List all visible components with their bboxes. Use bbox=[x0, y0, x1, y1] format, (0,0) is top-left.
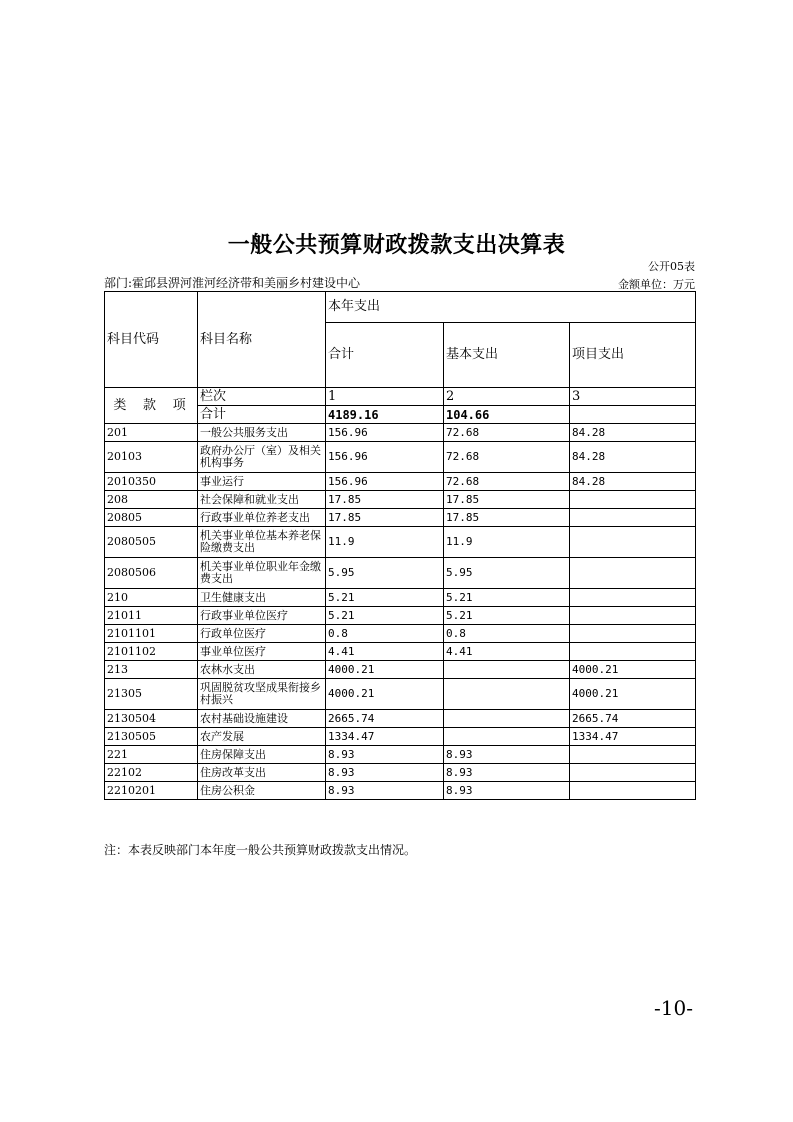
row-project bbox=[570, 746, 696, 764]
row-code: 210 bbox=[105, 589, 198, 607]
row-code: 213 bbox=[105, 661, 198, 679]
row-name: 农产发展 bbox=[198, 728, 326, 746]
row-code: 2130504 bbox=[105, 710, 198, 728]
row-project bbox=[570, 764, 696, 782]
row-name: 一般公共服务支出 bbox=[198, 424, 326, 442]
row-code: 2010350 bbox=[105, 473, 198, 491]
row-project: 2665.74 bbox=[570, 710, 696, 728]
row-code: 2080506 bbox=[105, 558, 198, 589]
row-total: 4.41 bbox=[326, 643, 444, 661]
row-project: 84.28 bbox=[570, 424, 696, 442]
row-name: 巩固脱贫攻坚成果衔接乡村振兴 bbox=[198, 679, 326, 710]
page-title: 一般公共预算财政拨款支出决算表 bbox=[227, 232, 566, 258]
row-code: 21011 bbox=[105, 607, 198, 625]
row-basic bbox=[444, 679, 570, 710]
row-code: 201 bbox=[105, 424, 198, 442]
table-row bbox=[105, 643, 696, 661]
row-basic bbox=[444, 661, 570, 679]
table-row bbox=[105, 679, 696, 710]
row-name: 事业单位医疗 bbox=[198, 643, 326, 661]
table-row bbox=[105, 424, 696, 442]
row-code: 20103 bbox=[105, 442, 198, 473]
row-total: 11.9 bbox=[326, 527, 444, 558]
row-basic bbox=[444, 728, 570, 746]
row-basic: 17.85 bbox=[444, 491, 570, 509]
row-basic: 8.93 bbox=[444, 782, 570, 800]
row-project bbox=[570, 625, 696, 643]
row-total: 156.96 bbox=[326, 442, 444, 473]
row-total: 8.93 bbox=[326, 746, 444, 764]
row-basic: 8.93 bbox=[444, 746, 570, 764]
table-row bbox=[105, 746, 696, 764]
row-code: 2101101 bbox=[105, 625, 198, 643]
row-project bbox=[570, 589, 696, 607]
header-subject-name: 科目名称 bbox=[198, 292, 326, 388]
row-project bbox=[570, 558, 696, 589]
department-label: 部门:霍邱县淠河淮河经济带和美丽乡村建设中心 bbox=[104, 276, 361, 290]
row-basic: 5.21 bbox=[444, 607, 570, 625]
row-basic: 11.9 bbox=[444, 527, 570, 558]
total-basic: 104.66 bbox=[444, 406, 570, 424]
row-project: 1334.47 bbox=[570, 728, 696, 746]
row-code: 2130505 bbox=[105, 728, 198, 746]
row-basic: 72.68 bbox=[444, 473, 570, 491]
row-code: 221 bbox=[105, 746, 198, 764]
row-basic: 5.95 bbox=[444, 558, 570, 589]
row-project: 84.28 bbox=[570, 442, 696, 473]
row-code: 20805 bbox=[105, 509, 198, 527]
row-total: 2665.74 bbox=[326, 710, 444, 728]
row-name: 政府办公厅（室）及相关机构事务 bbox=[198, 442, 326, 473]
total-amount: 4189.16 bbox=[326, 406, 444, 424]
row-project bbox=[570, 527, 696, 558]
row-project: 4000.21 bbox=[570, 679, 696, 710]
row-name: 住房保障支出 bbox=[198, 746, 326, 764]
header-kuan: 款 bbox=[143, 397, 157, 413]
row-basic: 17.85 bbox=[444, 509, 570, 527]
row-code: 208 bbox=[105, 491, 198, 509]
row-name: 住房公积金 bbox=[198, 782, 326, 800]
table-row bbox=[105, 728, 696, 746]
table-row bbox=[105, 442, 696, 473]
header-col2: 2 bbox=[444, 388, 570, 406]
row-code: 2210201 bbox=[105, 782, 198, 800]
row-name: 社会保障和就业支出 bbox=[198, 491, 326, 509]
row-code: 2080505 bbox=[105, 527, 198, 558]
row-total: 0.8 bbox=[326, 625, 444, 643]
header-col3: 3 bbox=[570, 388, 696, 406]
row-basic: 72.68 bbox=[444, 424, 570, 442]
row-basic: 72.68 bbox=[444, 442, 570, 473]
row-name: 农村基础设施建设 bbox=[198, 710, 326, 728]
row-basic bbox=[444, 710, 570, 728]
row-code: 22102 bbox=[105, 764, 198, 782]
table-row bbox=[105, 661, 696, 679]
row-name: 卫生健康支出 bbox=[198, 589, 326, 607]
header-project: 项目支出 bbox=[570, 323, 696, 388]
row-name: 农林水支出 bbox=[198, 661, 326, 679]
row-basic: 0.8 bbox=[444, 625, 570, 643]
header-basic: 基本支出 bbox=[444, 323, 570, 388]
table-row bbox=[105, 782, 696, 800]
row-name: 住房改革支出 bbox=[198, 764, 326, 782]
budget-table bbox=[104, 291, 696, 800]
row-total: 156.96 bbox=[326, 473, 444, 491]
total-label: 合计 bbox=[198, 406, 326, 424]
row-project bbox=[570, 509, 696, 527]
row-project: 4000.21 bbox=[570, 661, 696, 679]
table-note: 注：本表反映部门本年度一般公共预算财政拨款支出情况。 bbox=[104, 843, 417, 857]
row-total: 17.85 bbox=[326, 491, 444, 509]
row-name: 行政事业单位医疗 bbox=[198, 607, 326, 625]
row-project bbox=[570, 607, 696, 625]
header-lei-kuan-xiang bbox=[105, 388, 198, 424]
row-total: 5.21 bbox=[326, 607, 444, 625]
table-row bbox=[105, 764, 696, 782]
table-row bbox=[105, 491, 696, 509]
header-subject-code: 科目代码 bbox=[105, 292, 198, 388]
row-total: 8.93 bbox=[326, 764, 444, 782]
row-project: 84.28 bbox=[570, 473, 696, 491]
page-number: -10- bbox=[654, 996, 693, 1020]
table-row bbox=[105, 710, 696, 728]
row-code: 21305 bbox=[105, 679, 198, 710]
row-name: 行政单位医疗 bbox=[198, 625, 326, 643]
row-project bbox=[570, 782, 696, 800]
table-row bbox=[105, 527, 696, 558]
row-total: 5.95 bbox=[326, 558, 444, 589]
row-basic: 5.21 bbox=[444, 589, 570, 607]
row-total: 4000.21 bbox=[326, 661, 444, 679]
row-total: 5.21 bbox=[326, 589, 444, 607]
table-row bbox=[105, 509, 696, 527]
header-lei: 类 bbox=[113, 397, 127, 413]
row-total: 4000.21 bbox=[326, 679, 444, 710]
row-project bbox=[570, 643, 696, 661]
row-project bbox=[570, 491, 696, 509]
row-basic: 4.41 bbox=[444, 643, 570, 661]
total-project bbox=[570, 406, 696, 424]
table-row bbox=[105, 625, 696, 643]
row-total: 1334.47 bbox=[326, 728, 444, 746]
header-total: 合计 bbox=[326, 323, 444, 388]
row-code: 2101102 bbox=[105, 643, 198, 661]
row-total: 17.85 bbox=[326, 509, 444, 527]
table-row bbox=[105, 607, 696, 625]
unit-label: 金额单位：万元 bbox=[618, 278, 695, 291]
header-lanci: 栏次 bbox=[198, 388, 326, 406]
form-code-label: 公开05表 bbox=[648, 260, 695, 273]
header-current-year: 本年支出 bbox=[326, 292, 696, 323]
header-xiang: 项 bbox=[172, 397, 186, 413]
table-row bbox=[105, 473, 696, 491]
table-row bbox=[105, 558, 696, 589]
row-basic: 8.93 bbox=[444, 764, 570, 782]
row-total: 8.93 bbox=[326, 782, 444, 800]
header-col1: 1 bbox=[326, 388, 444, 406]
row-name: 行政事业单位养老支出 bbox=[198, 509, 326, 527]
row-name: 事业运行 bbox=[198, 473, 326, 491]
row-name: 机关事业单位基本养老保险缴费支出 bbox=[198, 527, 326, 558]
table-row bbox=[105, 589, 696, 607]
row-total: 156.96 bbox=[326, 424, 444, 442]
row-name: 机关事业单位职业年金缴费支出 bbox=[198, 558, 326, 589]
